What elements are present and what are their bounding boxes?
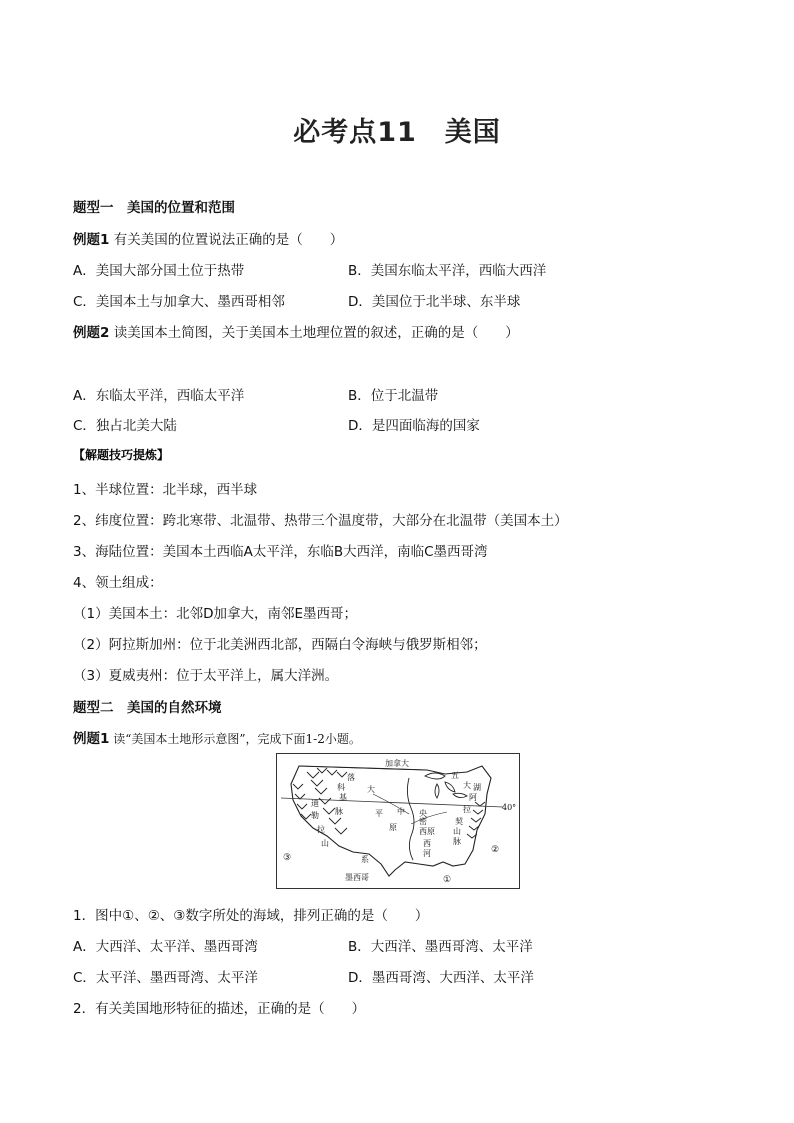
map-label-cordillera: 山 <box>321 839 329 848</box>
q2-option-b: B．位于北温带 <box>348 388 439 404</box>
tip-item: 2、纬度位置：跨北寒带、北温带、热带三个温度带，大部分在北温带（美国本土） <box>73 513 568 529</box>
tip-item: （1）美国本土：北邻D加拿大，南邻E墨西哥； <box>73 606 358 622</box>
map-label-rocky: 科 <box>337 783 345 792</box>
map-label-appalachian: 阿 <box>469 793 477 802</box>
map-label-lakes: 五 <box>451 771 459 780</box>
map-label-rocky: 基 <box>339 793 347 802</box>
q2-option-c: C．独占北美大陆 <box>73 418 177 434</box>
tip-item: （2）阿拉斯加州：位于北美洲西北部，西隔白令海峡与俄罗斯相邻； <box>73 637 487 653</box>
tip-item: 1、半球位置：北半球，西半球 <box>73 482 258 498</box>
map-label-lakes: 湖 <box>473 783 481 792</box>
tip-item: （3）夏威夷州：位于太平洋上，属大洋洲。 <box>73 668 339 684</box>
mississippi-river <box>407 778 414 860</box>
q1-label: 例题1 <box>73 232 110 248</box>
sub1-option-a: A．大西洋、太平洋、墨西哥湾 <box>73 939 258 955</box>
map-label-appalachian: 拉 <box>463 805 471 814</box>
map-label-appalachian: 契 <box>455 817 463 826</box>
q2-label: 例题2 <box>73 325 110 341</box>
sub1-stem: 1．图中①、②、③数字所处的海域，排列正确的是（ ） <box>73 908 429 924</box>
map-label-circle3: ③ <box>283 853 292 863</box>
page-title: 必考点11 美国 <box>293 117 501 148</box>
us-terrain-map <box>276 753 520 889</box>
q1-option-b: B．美国东临太平洋，西临大西洋 <box>348 263 547 279</box>
tip-item: 3、海陆位置：美国本土西临A太平洋，东临B大西洋，南临C墨西哥湾 <box>73 544 488 560</box>
sub2-stem: 2．有关美国地形特征的描述，正确的是（ ） <box>73 1001 366 1017</box>
map-label-river: 西 <box>419 827 427 836</box>
map-label-lakes: 大 <box>463 781 471 790</box>
map-label-appalachian: 脉 <box>453 837 461 846</box>
map-label-latitude: 40° <box>502 803 517 812</box>
map-label-river: 河 <box>423 849 431 858</box>
map-label-appalachian: 山 <box>453 827 461 836</box>
q1-option-d: D．美国位于北半球、东半球 <box>348 294 521 310</box>
tips-heading: 【解题技巧提炼】 <box>73 448 170 462</box>
q1-stem: 有关美国的位置说法正确的是（ ） <box>113 232 344 248</box>
tip-item: 4、领土组成： <box>73 575 163 591</box>
map-label-cordillera: 拉 <box>317 825 325 834</box>
q2-stem-line <box>73 321 519 341</box>
q1-stem-line <box>73 228 343 248</box>
q2-option-d: D．是四面临海的国家 <box>348 418 480 434</box>
map-label-cordillera: 迪 <box>311 799 319 808</box>
map-label-plain: 大 <box>367 785 375 794</box>
s2-q1-stem: 读“美国本土地形示意图”，完成下面1-2小题。 <box>113 732 361 746</box>
map-label-plain: 原 <box>389 823 397 832</box>
section2-heading: 题型二 美国的自然环境 <box>73 700 222 716</box>
sub1-option-d: D．墨西哥湾、大西洋、太平洋 <box>348 970 534 986</box>
map-label-mexico: 墨西哥 <box>345 873 369 882</box>
q1-option-c: C．美国本土与加拿大、墨西哥相邻 <box>73 294 285 310</box>
s2-q1-label: 例题1 <box>73 731 110 747</box>
s2-q1-stem-line <box>73 727 361 747</box>
q1-option-a: A．美国大部分国土位于热带 <box>73 263 245 279</box>
map-label-central: 央 <box>419 809 427 818</box>
map-label-rocky: 落 <box>347 773 355 782</box>
map-label-cordillera: 系 <box>361 855 369 864</box>
us-terrain-map-svg <box>277 754 519 888</box>
great-lakes <box>425 773 467 798</box>
map-label-circle1: ① <box>443 875 452 885</box>
map-label-rocky: 脉 <box>335 807 343 816</box>
map-label-cordillera: 勒 <box>311 811 319 820</box>
river-tributary <box>373 794 447 824</box>
q2-stem: 读美国本土简图，关于美国本土地理位置的叙述，正确的是（ ） <box>113 325 519 341</box>
map-label-canada: 加拿大 <box>385 759 409 768</box>
map-label-circle2: ② <box>491 845 500 855</box>
q2-option-a: A．东临太平洋，西临太平洋 <box>73 388 245 404</box>
map-label-river: 西 <box>423 839 431 848</box>
sub1-option-c: C．太平洋、墨西哥湾、太平洋 <box>73 970 258 986</box>
map-label-river: 密 <box>419 817 427 826</box>
map-label-central: 中 <box>397 807 405 816</box>
map-label-central: 原 <box>427 827 435 836</box>
sub1-option-b: B．大西洋、墨西哥湾、太平洋 <box>348 939 533 955</box>
map-label-plain: 平 <box>375 809 383 818</box>
section1-heading: 题型一 美国的位置和范围 <box>73 200 235 216</box>
